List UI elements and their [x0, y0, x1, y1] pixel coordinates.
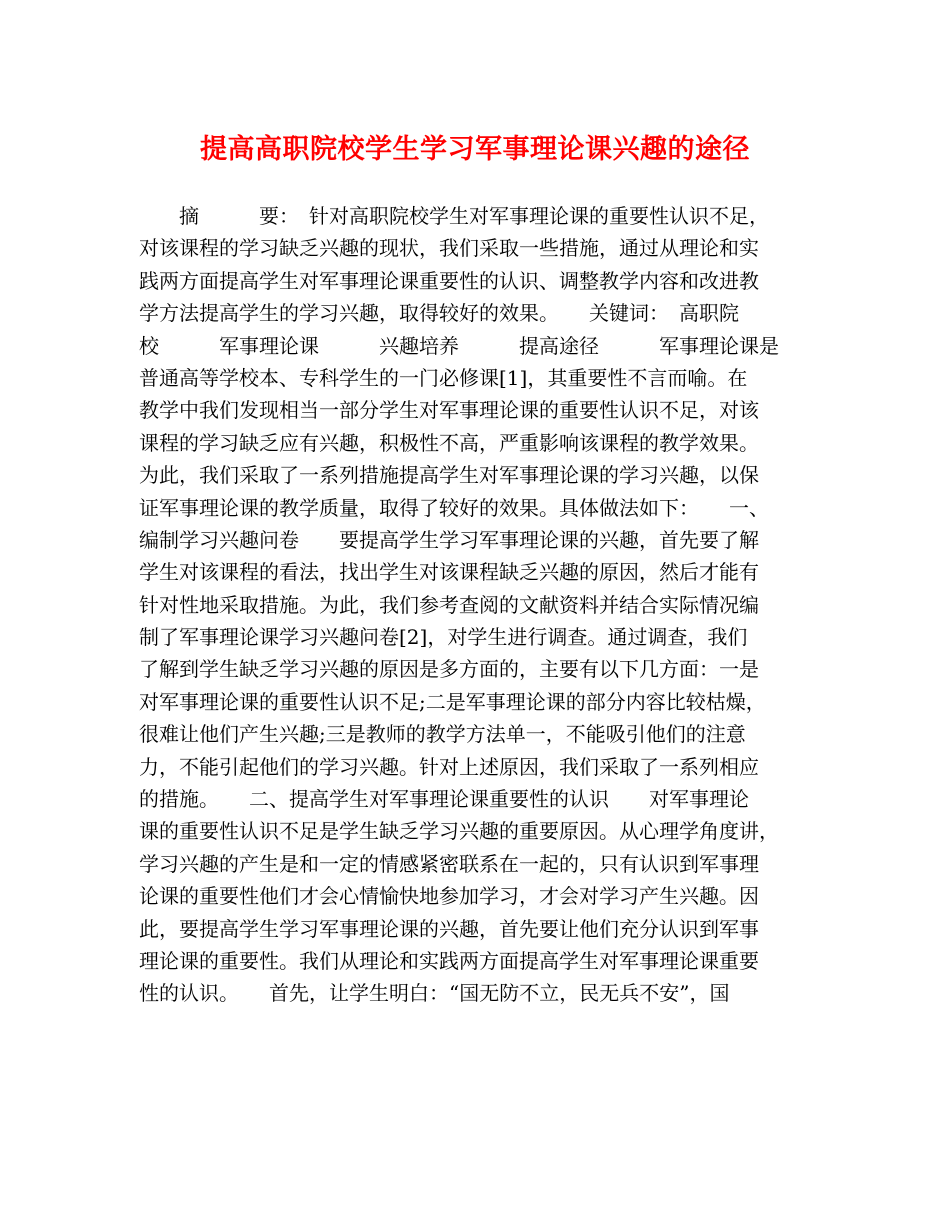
- body-line: 制了军事理论课学习兴趣问卷[2]，对学生进行调查。通过调查，我们: [139, 625, 748, 650]
- body-line: 性的认识。 首先，让学生明白：“国无防不立，民无兵不安”，国: [139, 981, 730, 1006]
- body-line: 教学中我们发现相当一部分学生对军事理论课的重要性认识不足，对该: [139, 398, 759, 423]
- body-line: 力，不能引起他们的学习兴趣。针对上述原因，我们采取了一系列相应: [139, 754, 759, 779]
- body-line: 证军事理论课的教学质量，取得了较好的效果。具体做法如下： 一、: [139, 495, 769, 520]
- body-line: 为此，我们采取了一系列措施提高学生对军事理论课的学习兴趣，以保: [139, 463, 759, 488]
- document-title: 提高高职院校学生学习军事理论课兴趣的途径: [200, 134, 750, 165]
- body-line: 学习兴趣的产生是和一定的情感紧密联系在一起的，只有认识到军事理: [139, 851, 759, 876]
- body-line: 此，要提高学生学习军事理论课的兴趣，首先要让他们充分认识到军事: [139, 916, 759, 941]
- body-line: 论课的重要性他们才会心情愉快地参加学习，才会对学习产生兴趣。因: [139, 884, 759, 909]
- body-line: 校 军事理论课 兴趣培养 提高途径 军事理论课是: [139, 333, 779, 358]
- document-body: [139, 200, 839, 1010]
- body-line: 对该课程的学习缺乏兴趣的现状，我们采取一些措施，通过从理论和实: [139, 236, 759, 261]
- body-line: 针对性地采取措施。为此，我们参考查阅的文献资料并结合实际情况编: [139, 592, 759, 617]
- body-line: 课程的学习缺乏应有兴趣，积极性不高，严重影响该课程的教学效果。: [139, 430, 759, 455]
- body-line: 的措施。 二、提高学生对军事理论课重要性的认识 对军事理论: [139, 787, 749, 812]
- body-line: 摘 要： 针对高职院校学生对军事理论课的重要性认识不足，: [139, 204, 769, 228]
- body-line: 普通高等学校本、专科学生的一门必修课[1]，其重要性不言而喻。在: [139, 365, 748, 390]
- body-line: 很难让他们产生兴趣;三是教师的教学方法单一，不能吸引他们的注意: [139, 722, 746, 747]
- body-line: 学生对该课程的看法，找出学生对该课程缺乏兴趣的原因，然后才能有: [139, 560, 759, 585]
- body-line: 践两方面提高学生对军事理论课重要性的认识、调整教学内容和改进教: [139, 268, 759, 293]
- body-line: 课的重要性认识不足是学生缺乏学习兴趣的重要原因。从心理学角度讲，: [139, 819, 779, 844]
- body-line: 学方法提高学生的学习兴趣，取得较好的效果。 关键词： 高职院: [139, 301, 739, 326]
- body-line: 编制学习兴趣问卷 要提高学生学习军事理论课的兴趣，首先要了解: [139, 527, 759, 552]
- body-line: 对军事理论课的重要性认识不足;二是军事理论课的部分内容比较枯燥，: [139, 689, 766, 714]
- body-line: 了解到学生缺乏学习兴趣的原因是多方面的，主要有以下几方面：一是: [139, 657, 759, 682]
- body-line: 理论课的重要性。我们从理论和实践两方面提高学生对军事理论课重要: [139, 948, 759, 973]
